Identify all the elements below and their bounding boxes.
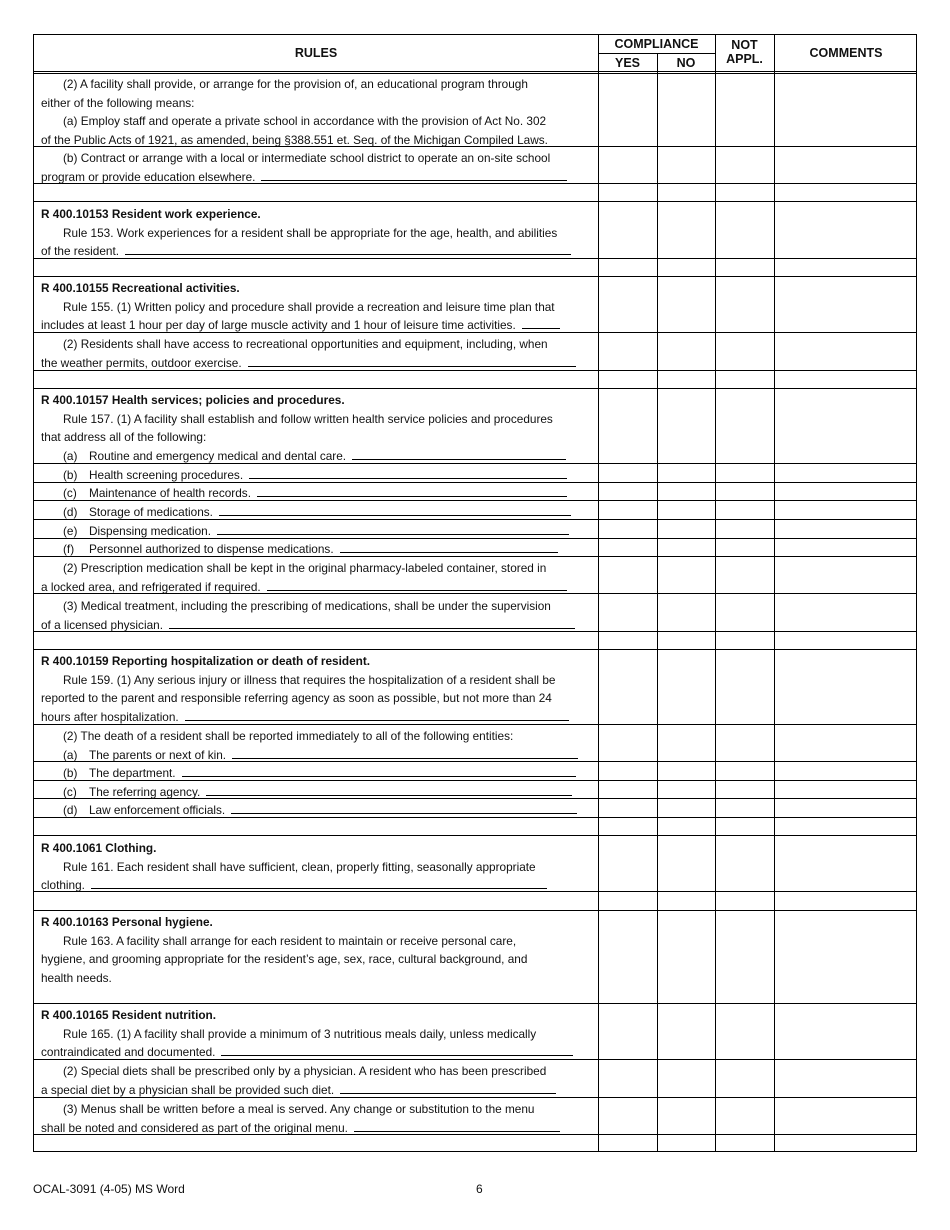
header-not-appl	[715, 38, 774, 66]
rule-10165	[41, 1006, 591, 1062]
header-separator	[34, 71, 916, 74]
rule-title: R 400.1061 Clothing.	[41, 841, 157, 855]
answer-line	[185, 719, 569, 721]
item-text: Personnel authorized to dispense medications.	[89, 542, 334, 556]
text-line: health needs.	[41, 970, 112, 985]
answer-line	[249, 477, 567, 479]
text-line: (2) Prescription medication shall be kept in the original pharmacy-labeled container, stored in	[63, 561, 547, 575]
answer-line	[261, 179, 567, 181]
item-label: (a)	[63, 747, 78, 762]
rule-10159-2	[41, 727, 591, 764]
header-not-appl-line2: APPL.	[726, 52, 763, 66]
rule-title: R 400.10165 Resident nutrition.	[41, 1008, 217, 1022]
answer-line	[267, 589, 567, 591]
rule-10157-3	[41, 597, 591, 634]
text-line: reported to the parent and responsible referring agency as soon as possible, but not more than 24	[41, 691, 552, 706]
rule-10159-b	[41, 764, 591, 783]
item-text: Storage of medications.	[89, 505, 213, 519]
rule-10157-d	[41, 503, 591, 522]
answer-line	[340, 1092, 556, 1094]
text-line: of the Public Acts of 1921, as amended, being §388.551 et. Seq. of the Michigan Compiled Laws.	[41, 132, 548, 147]
rule-10153	[41, 205, 591, 261]
text-line: of the resident.	[41, 244, 120, 259]
rule-title: R 400.10153 Resident work experience.	[41, 207, 261, 221]
text-line: includes at least 1 hour per day of large muscle activity and 1 hour of leisure time activities.	[41, 318, 516, 333]
rule-10157-b	[41, 466, 591, 485]
rule-10155	[41, 279, 591, 335]
header-not-appl-line1: NOT	[731, 38, 758, 52]
text-line: Rule 153. Work experiences for a resident shall be appropriate for the age, health, and abilities	[63, 225, 558, 240]
item-label: (d)	[63, 803, 78, 817]
item-label: (e)	[63, 524, 78, 538]
item-text: Law enforcement officials.	[89, 803, 226, 817]
text-line: (3) Medical treatment, including the prescribing of medications, shall be under the supervision	[63, 599, 551, 613]
header-compliance: COMPLIANCE	[614, 37, 699, 51]
item-label: (a)	[63, 448, 78, 463]
item-text: The parents or next of kin.	[89, 747, 227, 762]
item-text: Health screening procedures.	[89, 468, 244, 482]
rule-title: R 400.10155 Recreational activities.	[41, 281, 240, 295]
answer-line	[522, 327, 560, 329]
text-line: Rule 157. (1) A facility shall establish and follow written health service policies and procedures	[63, 411, 553, 426]
text-line: Rule 161. Each resident shall have sufficient, clean, properly fitting, seasonally appropriate	[63, 859, 536, 874]
page-number: 6	[476, 1182, 483, 1196]
text-line: hygiene, and grooming appropriate for the resident’s age, sex, race, cultural background, and	[41, 952, 528, 967]
rule-10155-2	[41, 335, 591, 372]
text-line: clothing.	[41, 878, 85, 893]
rule-10165-3	[41, 1100, 591, 1137]
text-line: (2) Residents shall have access to recreational opportunities and equipment, including, when	[63, 337, 548, 351]
text-line: program or provide education elsewhere.	[41, 169, 256, 184]
rule-10159	[41, 652, 591, 726]
answer-line	[221, 1054, 573, 1056]
rule-1061	[41, 839, 591, 895]
text-line: Rule 159. (1) Any serious injury or illness that requires the hospitalization of a resident shall be	[63, 672, 556, 687]
compliance-subheader-line	[598, 53, 715, 54]
rule-10157-2	[41, 559, 591, 596]
text-line: (a) Employ staff and operate a private school in accordance with the provision of Act No. 302	[63, 114, 547, 129]
text-line: that address all of the following:	[41, 430, 207, 445]
answer-line	[169, 627, 575, 629]
header-no: NO	[676, 56, 696, 70]
header-comments: COMMENTS	[809, 46, 883, 60]
text-line: a special diet by a physician shall be provided such diet.	[41, 1082, 335, 1097]
header-rules: RULES	[294, 46, 338, 60]
rule-10163	[41, 913, 591, 987]
answer-line	[206, 794, 572, 796]
answer-line	[125, 253, 571, 255]
text-line: Rule 165. (1) A facility shall provide a minimum of 3 nutritious meals daily, unless medically	[63, 1026, 537, 1041]
rule-title: R 400.10163 Personal hygiene.	[41, 915, 213, 929]
text-line: (b) Contract or arrange with a local or intermediate school district to operate an on-site school	[63, 151, 551, 165]
text-line: the weather permits, outdoor exercise.	[41, 355, 242, 370]
text-line: (2) Special diets shall be prescribed only by a physician. A resident who has been prescribed	[63, 1064, 547, 1078]
text-line: Rule 155. (1) Written policy and procedure shall provide a recreation and leisure time plan that	[63, 299, 555, 314]
answer-line	[248, 365, 576, 367]
item-text: Maintenance of health records.	[89, 486, 251, 500]
text-line: hours after hospitalization.	[41, 709, 179, 724]
header-yes: YES	[614, 56, 640, 70]
item-label: (c)	[63, 486, 77, 500]
text-line: either of the following means:	[41, 95, 195, 110]
item-text: The department.	[89, 766, 176, 780]
text-line: contraindicated and documented.	[41, 1045, 216, 1060]
answer-line	[354, 1130, 560, 1132]
item-label: (d)	[63, 505, 78, 519]
text-line: (2) The death of a resident shall be reported immediately to all of the following entities:	[63, 729, 514, 743]
col-divider-yes-no	[657, 53, 658, 1151]
rule-title: R 400.10159 Reporting hospitalization or death of resident.	[41, 654, 371, 668]
answer-line	[217, 533, 569, 535]
compliance-table	[33, 34, 917, 1152]
answer-line	[219, 514, 571, 516]
text-line: of a licensed physician.	[41, 617, 163, 632]
answer-line	[231, 812, 577, 814]
rule-10157	[41, 391, 591, 465]
rule-10159-d	[41, 801, 591, 820]
item-text: The referring agency.	[89, 785, 201, 799]
item-text: Dispensing medication.	[89, 524, 211, 538]
answer-line	[257, 495, 567, 497]
rule-10165-2	[41, 1062, 591, 1099]
answer-line	[340, 551, 558, 553]
answer-line	[232, 757, 578, 759]
text-line: Rule 163. A facility shall arrange for each resident to maintain or receive personal care,	[63, 933, 517, 948]
rule-education-program	[41, 75, 591, 149]
item-text: Routine and emergency medical and dental care.	[89, 448, 347, 463]
text-line: shall be noted and considered as part of the original menu.	[41, 1120, 348, 1135]
item-label: (f)	[63, 542, 75, 556]
item-label: (b)	[63, 468, 78, 482]
answer-line	[91, 887, 547, 889]
rule-10157-f	[41, 540, 591, 559]
item-label: (b)	[63, 766, 78, 780]
text-line: (2) A facility shall provide, or arrange for the provision of, an educational program through	[63, 77, 528, 91]
rule-10157-c	[41, 484, 591, 503]
answer-line	[352, 458, 566, 460]
item-label: (c)	[63, 785, 77, 799]
text-line: (3) Menus shall be written before a meal is served. Any change or substitution to the menu	[63, 1102, 535, 1116]
rule-education-contract	[41, 149, 591, 186]
rule-title: R 400.10157 Health services; policies and procedures.	[41, 393, 345, 407]
rule-10157-e	[41, 522, 591, 541]
answer-line	[182, 775, 576, 777]
text-line: a locked area, and refrigerated if required.	[41, 579, 261, 594]
form-id: OCAL-3091 (4-05) MS Word	[33, 1182, 185, 1196]
rule-10159-c	[41, 783, 591, 802]
